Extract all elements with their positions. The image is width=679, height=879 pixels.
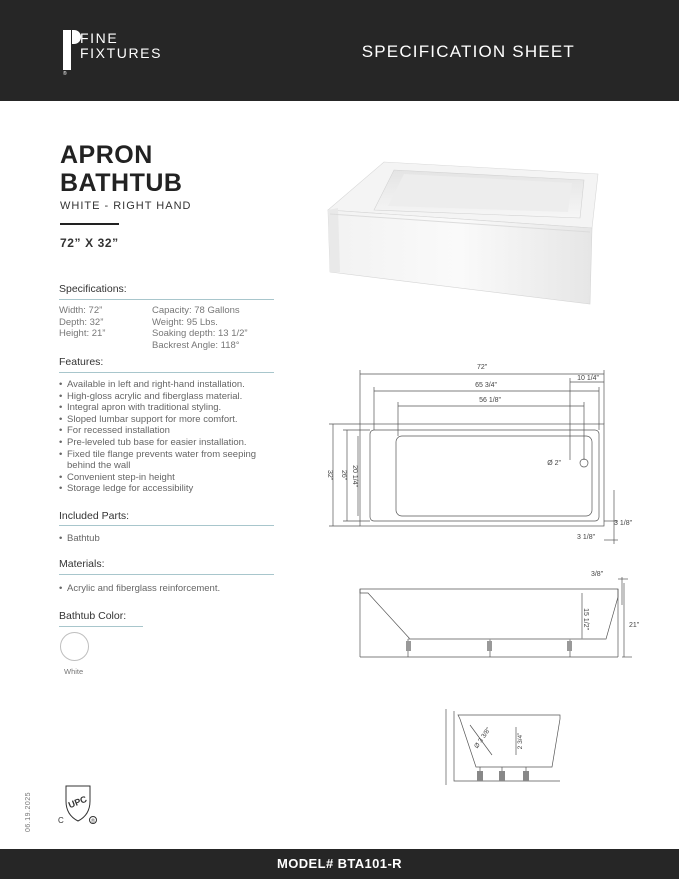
spec-width: Width: 72”: [59, 305, 103, 316]
bathtub-photo: [322, 160, 602, 310]
list-item: • For recessed installation: [59, 425, 284, 437]
revision-date: 06.19.2025: [25, 791, 32, 832]
dim-basin-length: 56 1/8”: [479, 397, 501, 404]
dim-side-height: 21”: [628, 622, 640, 629]
list-item: • Acrylic and fiberglass reinforcement.: [59, 583, 284, 595]
product-name-line1: APRON: [60, 141, 153, 169]
side-view-outline: [360, 589, 618, 639]
list-item: • Storage ledge for accessibility: [59, 483, 284, 495]
upc-mark: UPC: [66, 793, 89, 811]
spec-soaking-depth: Soaking depth: 13 1/2”: [152, 328, 248, 339]
dim-inner-depth: 26”: [340, 469, 347, 481]
upc-c-letter: C: [58, 816, 64, 825]
spec-capacity: Capacity: 78 Gallons: [152, 305, 240, 316]
dim-flange-bottom: 3 1/8”: [577, 534, 595, 541]
upc-certification-icon: [52, 783, 104, 827]
upc-registered: ®: [91, 818, 95, 825]
model-number: MODEL# BTA101-R: [277, 856, 402, 871]
features-rule: [59, 372, 274, 373]
features-list: [59, 379, 284, 495]
dim-section-step: 2 3/4”: [517, 732, 524, 750]
specifications-heading: Specifications:: [59, 283, 127, 295]
side-view-drawing: [350, 565, 650, 665]
list-item: • Pre-leveled tub base for easier installation.: [59, 437, 284, 449]
spec-list-left: [59, 305, 105, 340]
top-view-drawing: [318, 360, 638, 550]
list-item: • Bathtub: [59, 533, 284, 545]
features-heading: Features:: [59, 356, 104, 368]
product-subtitle: WHITE - RIGHT HAND: [60, 200, 192, 212]
included-parts-list: [59, 533, 284, 545]
white-color-swatch[interactable]: [60, 632, 89, 661]
brand-logo-icon: [63, 30, 81, 77]
spec-depth: Depth: 32”: [59, 316, 104, 328]
product-name: [60, 141, 260, 197]
bathtub-color-heading: Bathtub Color:: [59, 610, 127, 622]
specifications-rule: [59, 299, 274, 300]
product-name-line2: BATHTUB: [60, 169, 183, 197]
brand-name-line1: FINE: [80, 30, 119, 46]
spec-backrest-angle: Backrest Angle: 118°: [152, 339, 240, 351]
list-item: • Sloped lumbar support for more comfort.: [59, 414, 284, 426]
swatch-label: White: [64, 667, 84, 676]
logo-registered-mark: ®: [63, 71, 67, 77]
list-item: • High-gloss acrylic and fiberglass material.: [59, 391, 284, 403]
materials-heading: Materials:: [59, 558, 105, 570]
spec-list-right: [152, 305, 248, 351]
section-view-drawing: [440, 705, 570, 795]
dim-flange-side: 3 1/8”: [614, 520, 632, 527]
list-item: • Integral apron with traditional styling.: [59, 402, 284, 414]
list-item: • Convenient step-in height: [59, 472, 284, 484]
section-view-outline: [458, 715, 560, 767]
product-size: 72” X 32”: [60, 236, 119, 250]
sheet-title: SPECIFICATION SHEET: [361, 42, 575, 61]
dim-inner-width: 65 3/4”: [475, 382, 497, 389]
dim-rim: 3/8”: [590, 571, 604, 578]
list-item: • Available in left and right-hand installation.: [59, 379, 284, 391]
dim-drain-diameter: Ø 2”: [547, 460, 561, 467]
dim-soak-depth: 15 1/2”: [582, 608, 589, 630]
spec-height: Height: 21”: [59, 328, 106, 339]
materials-list: [59, 583, 284, 595]
brand-name-line2: FIXTURES: [80, 45, 163, 61]
materials-rule: [59, 574, 274, 575]
included-parts-rule: [59, 525, 274, 526]
bathtub-color-rule: [59, 626, 143, 627]
brand-name: [80, 31, 210, 61]
list-item: • Fixed tile flange prevents water from seeping behind the wall: [59, 449, 284, 472]
dim-basin-depth: 20 1/4”: [351, 465, 358, 487]
dim-overall-depth: 32”: [326, 469, 333, 481]
dim-section-drain: Ø 3 3/8”: [473, 726, 493, 750]
spec-weight: Weight: 95 Lbs.: [152, 316, 218, 328]
dim-overall-width: 72”: [476, 364, 488, 371]
title-divider: [60, 223, 119, 225]
dim-drain-offset: 10 1/4”: [577, 375, 599, 382]
included-parts-heading: Included Parts:: [59, 510, 130, 522]
